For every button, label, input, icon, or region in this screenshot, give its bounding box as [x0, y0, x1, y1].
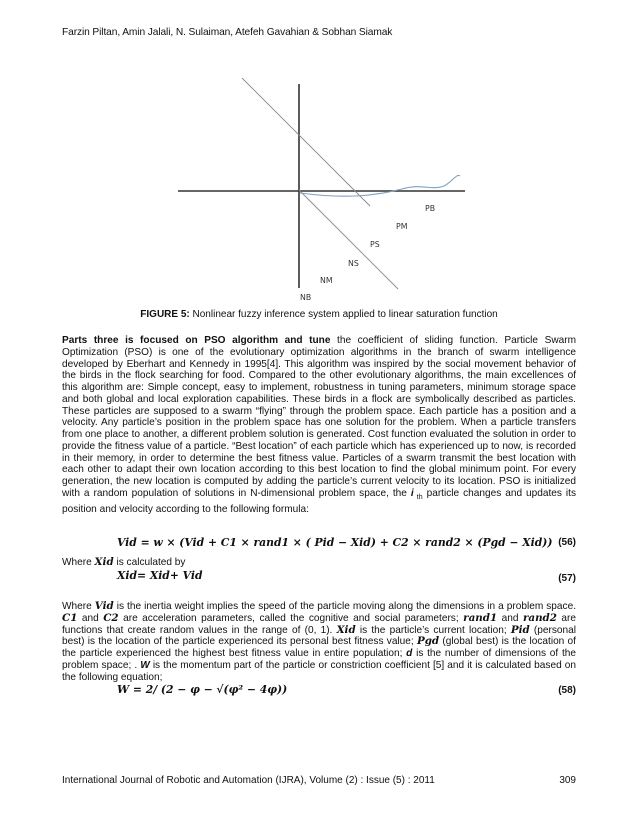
- i-variable: i: [410, 487, 414, 499]
- label-pb: PB: [425, 204, 436, 213]
- equation-58-number: (58): [558, 685, 576, 696]
- label-nb: NB: [300, 293, 312, 302]
- parameters-paragraph: Where Vid is the inertia weight implies the speed of the particle moving along the dimensions in a problem space. C1 and C2 are acceleration parameters, called the cognitive and social parameters; rand1 and rand2 are functions that create random values in the range of (0, 1). Xid is the particle’s current location; Pid (personal best) is the location of the particle experienced its personal best fitness value; Pgd (global best) is the location of the particle experienced the highest best fitness value in entire population; d is the number of dimensions of the problem space; . W is the momentum part of the particle or constriction coefficient [5] and it is calculated based on the following equation;: [62, 600, 577, 683]
- caption-text: Nonlinear fuzzy inference system applied to linear saturation function: [189, 309, 498, 320]
- label-ns: NS: [348, 259, 359, 268]
- page-number: 309: [559, 775, 576, 786]
- caption-label: FIGURE 5:: [140, 309, 190, 320]
- equation-56-number: (56): [558, 537, 576, 548]
- figure-caption: [0, 309, 638, 320]
- equation-58: W = 2/ (2 − φ − √(φ² − 4φ)): [117, 683, 288, 696]
- running-head-authors: Farzin Piltan, Amin Jalali, N. Sulaiman, Atefeh Gavahian & Sobhan Siamak: [62, 27, 393, 38]
- pso-paragraph: Parts three is focused on PSO algorithm and tune the coefficient of sliding function. Particle Swarm Optimization (PSO) is one of the evolutionary optimization algorithms in the branch of swarm intelligence developed by Eberhart and Kennedy in 1995[4]. This algorithm was inspired by the social movement behavior of the birds in the flock searching for food. Compared to the other evolutionary algorithms, the main excellences of this algorithm are: Simple concept, easy to implement, robustness in tuning parameters, minimum storage space and both global and local exploration capabilities. These birds in a flock are symbolically described as particles. These particles are supposed to a swarm “flying” through the problem space. Each particle has a position and a velocity. Any particle’s position in the problem space has one solution for the problem. When a particle transfers from one place to another, a different problem solution is generated. Cost function evaluated the solution in order to provide the fitness value of a particle. “Best location” of each particle which has experienced up to now, is recorded in their memory, in order to determine the best fitness value. Particles of a swarm transmit the best location with each other to adapt their own location according to this best location to find the global minimum point. For every generation, the new location is computed by adding the particle’s current velocity to its location. PSO is initialized with a random population of solutions in N-dimensional problem space, the i $_{th}$ particle changes and updates its position and velocity according to the following formula:: [62, 335, 577, 515]
- diagonal-line-1: [242, 78, 370, 206]
- label-nm: NM: [320, 276, 333, 285]
- equation-57: Xid= Xid+ Vid: [117, 569, 203, 582]
- equation-56: Vid = w × (Vid + C1 × rand1 × ( Pid − Xid) + C2 × rand2 × (Pgd − Xid)): [117, 536, 553, 549]
- diagonal-line-2: [299, 190, 398, 289]
- lead-bold: Parts three is focused on PSO algorithm and tune: [62, 335, 331, 346]
- where-line: Where Xid is calculated by: [62, 556, 186, 568]
- footer-journal: International Journal of Robotic and Automation (IJRA), Volume (2) : Issue (5) : 2011: [62, 775, 435, 786]
- label-ps: PS: [370, 240, 380, 249]
- figure-5-plot: [170, 78, 470, 303]
- label-pm: PM: [396, 222, 408, 231]
- saturation-curve: [300, 175, 460, 196]
- equation-57-number: (57): [558, 573, 576, 584]
